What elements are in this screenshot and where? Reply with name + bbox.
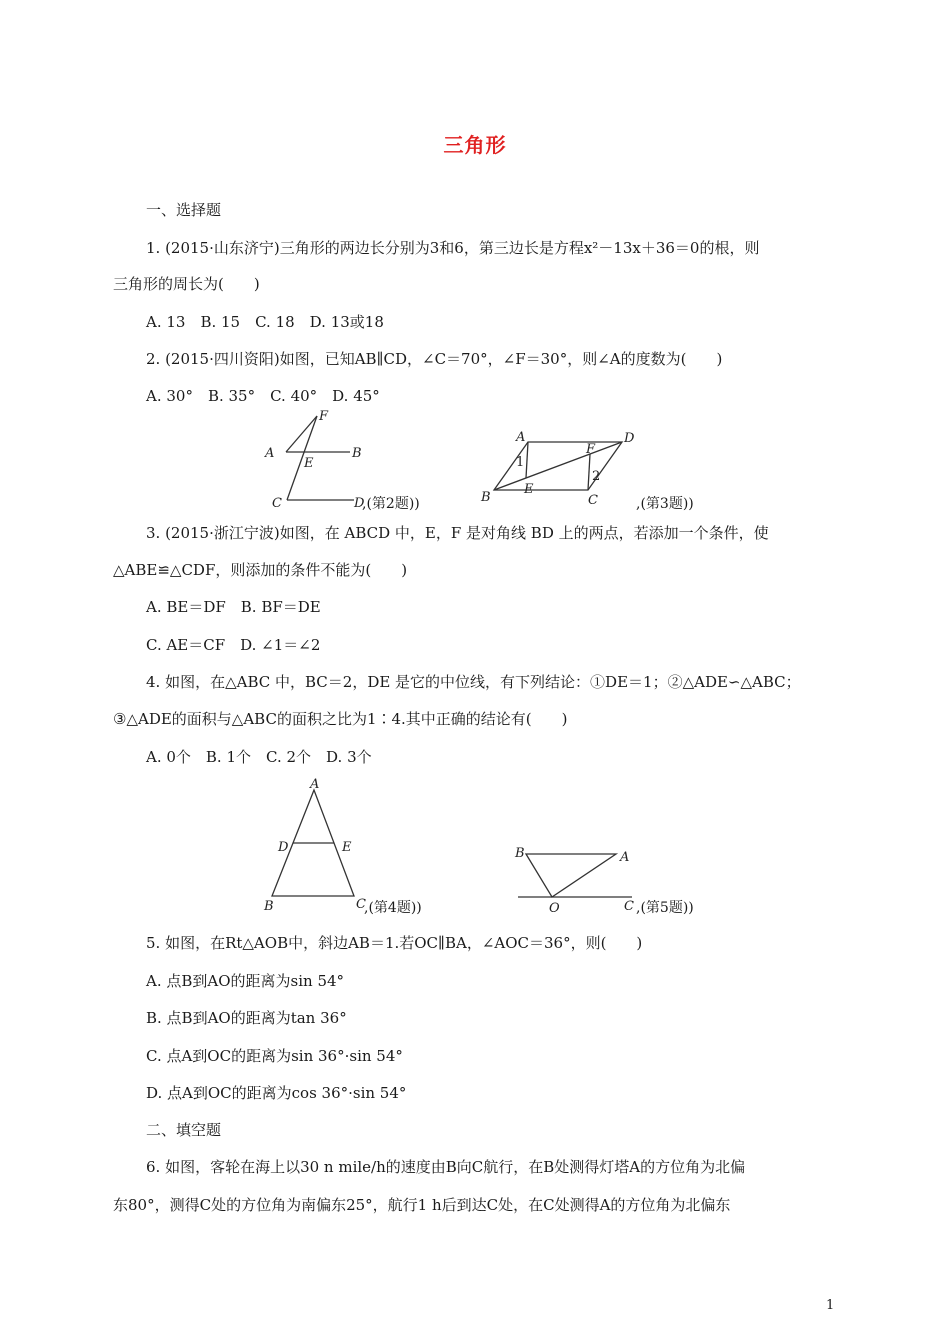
figure-question-5 (512, 840, 652, 920)
question-6-line-1: 6. 如图，客轮在海上以30 n mile/h的速度由B向C航行，在B处测得灯塔A的方位角为北偏 (146, 1158, 746, 1176)
figure-5-caption: ,(第5题)) (636, 900, 694, 916)
figure-2-caption: ,(第2题)) (362, 496, 420, 512)
segment-ae (526, 442, 528, 478)
figure-4-caption: ,(第4题)) (364, 900, 422, 916)
label-e: E (304, 456, 314, 471)
figure-question-4 (258, 776, 368, 916)
label-a: A (516, 430, 526, 445)
question-1-line-1: 1. (2015·山东济宁)三角形的两边长分别为3和6，第三边长是方程x²－13x＋36＝0的根，则 (146, 239, 760, 257)
page-number: 1 (826, 1298, 835, 1313)
triangle-aob (526, 854, 616, 897)
label-c: C (272, 496, 282, 511)
question-6-line-2: 东80°，测得C处的方位角为南偏东25°，航行1 h后到达C处，在C处测得A的方位角为北偏东 (113, 1196, 731, 1214)
question-5-option-a: A. 点B到AO的距离为sin 54° (146, 972, 345, 990)
label-b: B (515, 846, 525, 861)
question-2-options: A. 30° B. 35° C. 40° D. 45° (146, 387, 380, 405)
question-4-line-1: 4. 如图，在△ABC 中，BC＝2，DE 是它的中位线，有下列结论：①DE＝1；②△ADE∽△ABC； (146, 673, 801, 691)
label-a: A (310, 777, 320, 792)
question-3-options-cd: C. AE＝CF D. ∠1＝∠2 (146, 636, 321, 654)
question-5-option-d: D. 点A到OC的距离为cos 36°·sin 54° (146, 1084, 407, 1102)
question-3-line-1: 3. (2015·浙江宁波)如图，在 ABCD 中，E，F 是对角线 BD 上的两点，若添加一个条件，使 (146, 524, 769, 542)
label-d: D (624, 431, 635, 446)
label-c: C (624, 899, 634, 914)
label-o: O (549, 901, 560, 916)
section-heading-fill: 二、填空题 (146, 1121, 222, 1139)
section-heading-choice: 一、选择题 (146, 201, 222, 219)
label-angle-2: 2 (592, 469, 601, 484)
diagonal-bd (494, 442, 622, 490)
label-d: D (354, 496, 365, 511)
label-b: B (352, 446, 362, 461)
label-e: E (342, 840, 352, 855)
question-5-line-1: 5. 如图，在Rt△AOB中，斜边AB＝1.若OC∥BA，∠AOC＝36°，则( ) (146, 934, 643, 952)
label-b: B (264, 899, 274, 914)
label-c: C (588, 493, 598, 508)
label-c: C (356, 897, 366, 912)
figure-3-caption: ,(第3题)) (636, 496, 694, 512)
label-a: A (265, 446, 275, 461)
line-af (286, 416, 317, 452)
label-a: A (620, 850, 630, 865)
figure-question-3 (480, 428, 640, 508)
label-e: E (524, 482, 534, 497)
question-5-option-c: C. 点A到OC的距离为sin 36°·sin 54° (146, 1047, 403, 1065)
segment-fc (588, 454, 590, 490)
label-f: F (319, 409, 329, 424)
label-d: D (278, 840, 289, 855)
label-f: F (586, 442, 596, 457)
question-3-options-ab: A. BE＝DF B. BF＝DE (146, 598, 321, 616)
figure-question-2 (262, 410, 372, 510)
question-2-line-1: 2. (2015·四川资阳)如图，已知AB∥CD，∠C＝70°，∠F＝30°，则∠A的度数为( ) (146, 350, 723, 368)
question-3-line-2: △ABE≌△CDF，则添加的条件不能为( ) (113, 561, 408, 579)
page-title: 三角形 (443, 133, 507, 157)
question-4-line-2: ③△ADE的面积与△ABC的面积之比为1∶4.其中正确的结论有( ) (113, 710, 568, 728)
label-b: B (481, 490, 491, 505)
question-5-option-b: B. 点B到AO的距离为tan 36° (146, 1009, 347, 1027)
question-1-options: A. 13 B. 15 C. 18 D. 13或18 (146, 313, 384, 331)
question-4-options: A. 0个 B. 1个 C. 2个 D. 3个 (146, 748, 372, 766)
question-1-line-2: 三角形的周长为( ) (113, 275, 260, 293)
label-angle-1: 1 (516, 455, 525, 470)
